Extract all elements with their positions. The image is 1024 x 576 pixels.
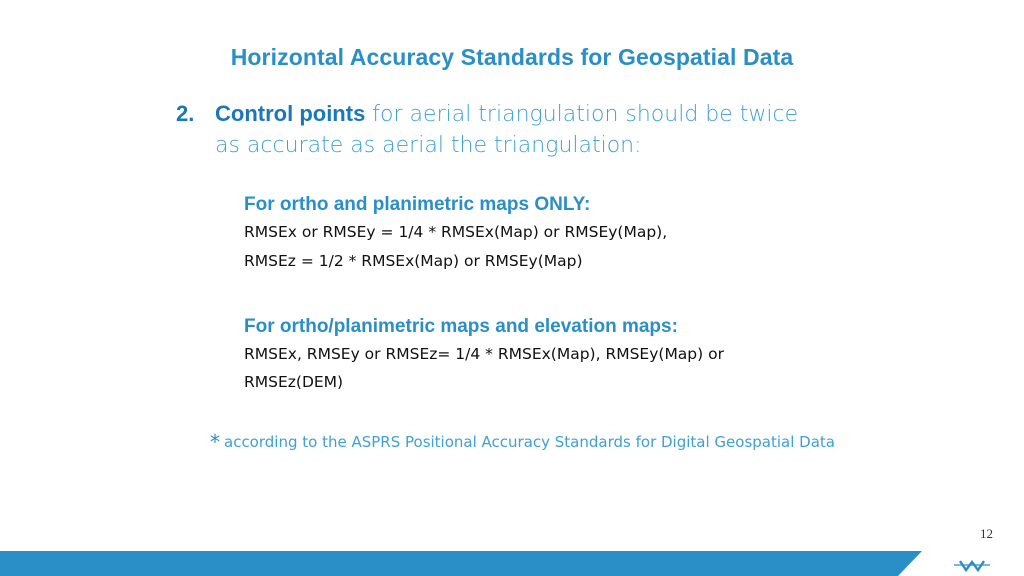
- bottom-bar: [0, 551, 1024, 576]
- page-number: 12: [980, 526, 993, 541]
- point-rest-text: for aerial triangulation should be twice as accurate as aerial the triangulation:: [215, 102, 799, 158]
- footnote: [210, 432, 870, 453]
- footnote-star: *: [210, 430, 220, 454]
- slide-title: Horizontal Accuracy Standards for Geospatial Data: [230, 44, 794, 70]
- formula-line: RMSEz = 1/2 * RMSEx(Map) or RMSEy(Map): [244, 252, 583, 270]
- ortho-planimetric-block: [244, 192, 864, 276]
- block-heading: For ortho and planimetric maps ONLY:: [244, 194, 591, 215]
- point-number: 2.: [176, 101, 195, 126]
- block-heading: For ortho/planimetric maps and elevation maps:: [244, 316, 678, 337]
- footnote-text: according to the ASPRS Positional Accuracy Standards for Digital Geospatial Data: [224, 433, 835, 451]
- point-2: [176, 98, 816, 161]
- point-body: [215, 98, 816, 161]
- formula-line: RMSEx, RMSEy or RMSEz= 1/4 * RMSEx(Map), RMSEy(Map) or: [244, 345, 724, 363]
- elevation-block: [244, 314, 864, 396]
- point-bold-text: Control points: [215, 101, 366, 126]
- formula-line: RMSEx or RMSEy = 1/4 * RMSEx(Map) or RMSEy(Map),: [244, 223, 668, 241]
- w-logo-icon: [898, 551, 1024, 576]
- w-logo-icon: [898, 551, 1024, 576]
- formula-line: RMSEz(DEM): [244, 373, 344, 391]
